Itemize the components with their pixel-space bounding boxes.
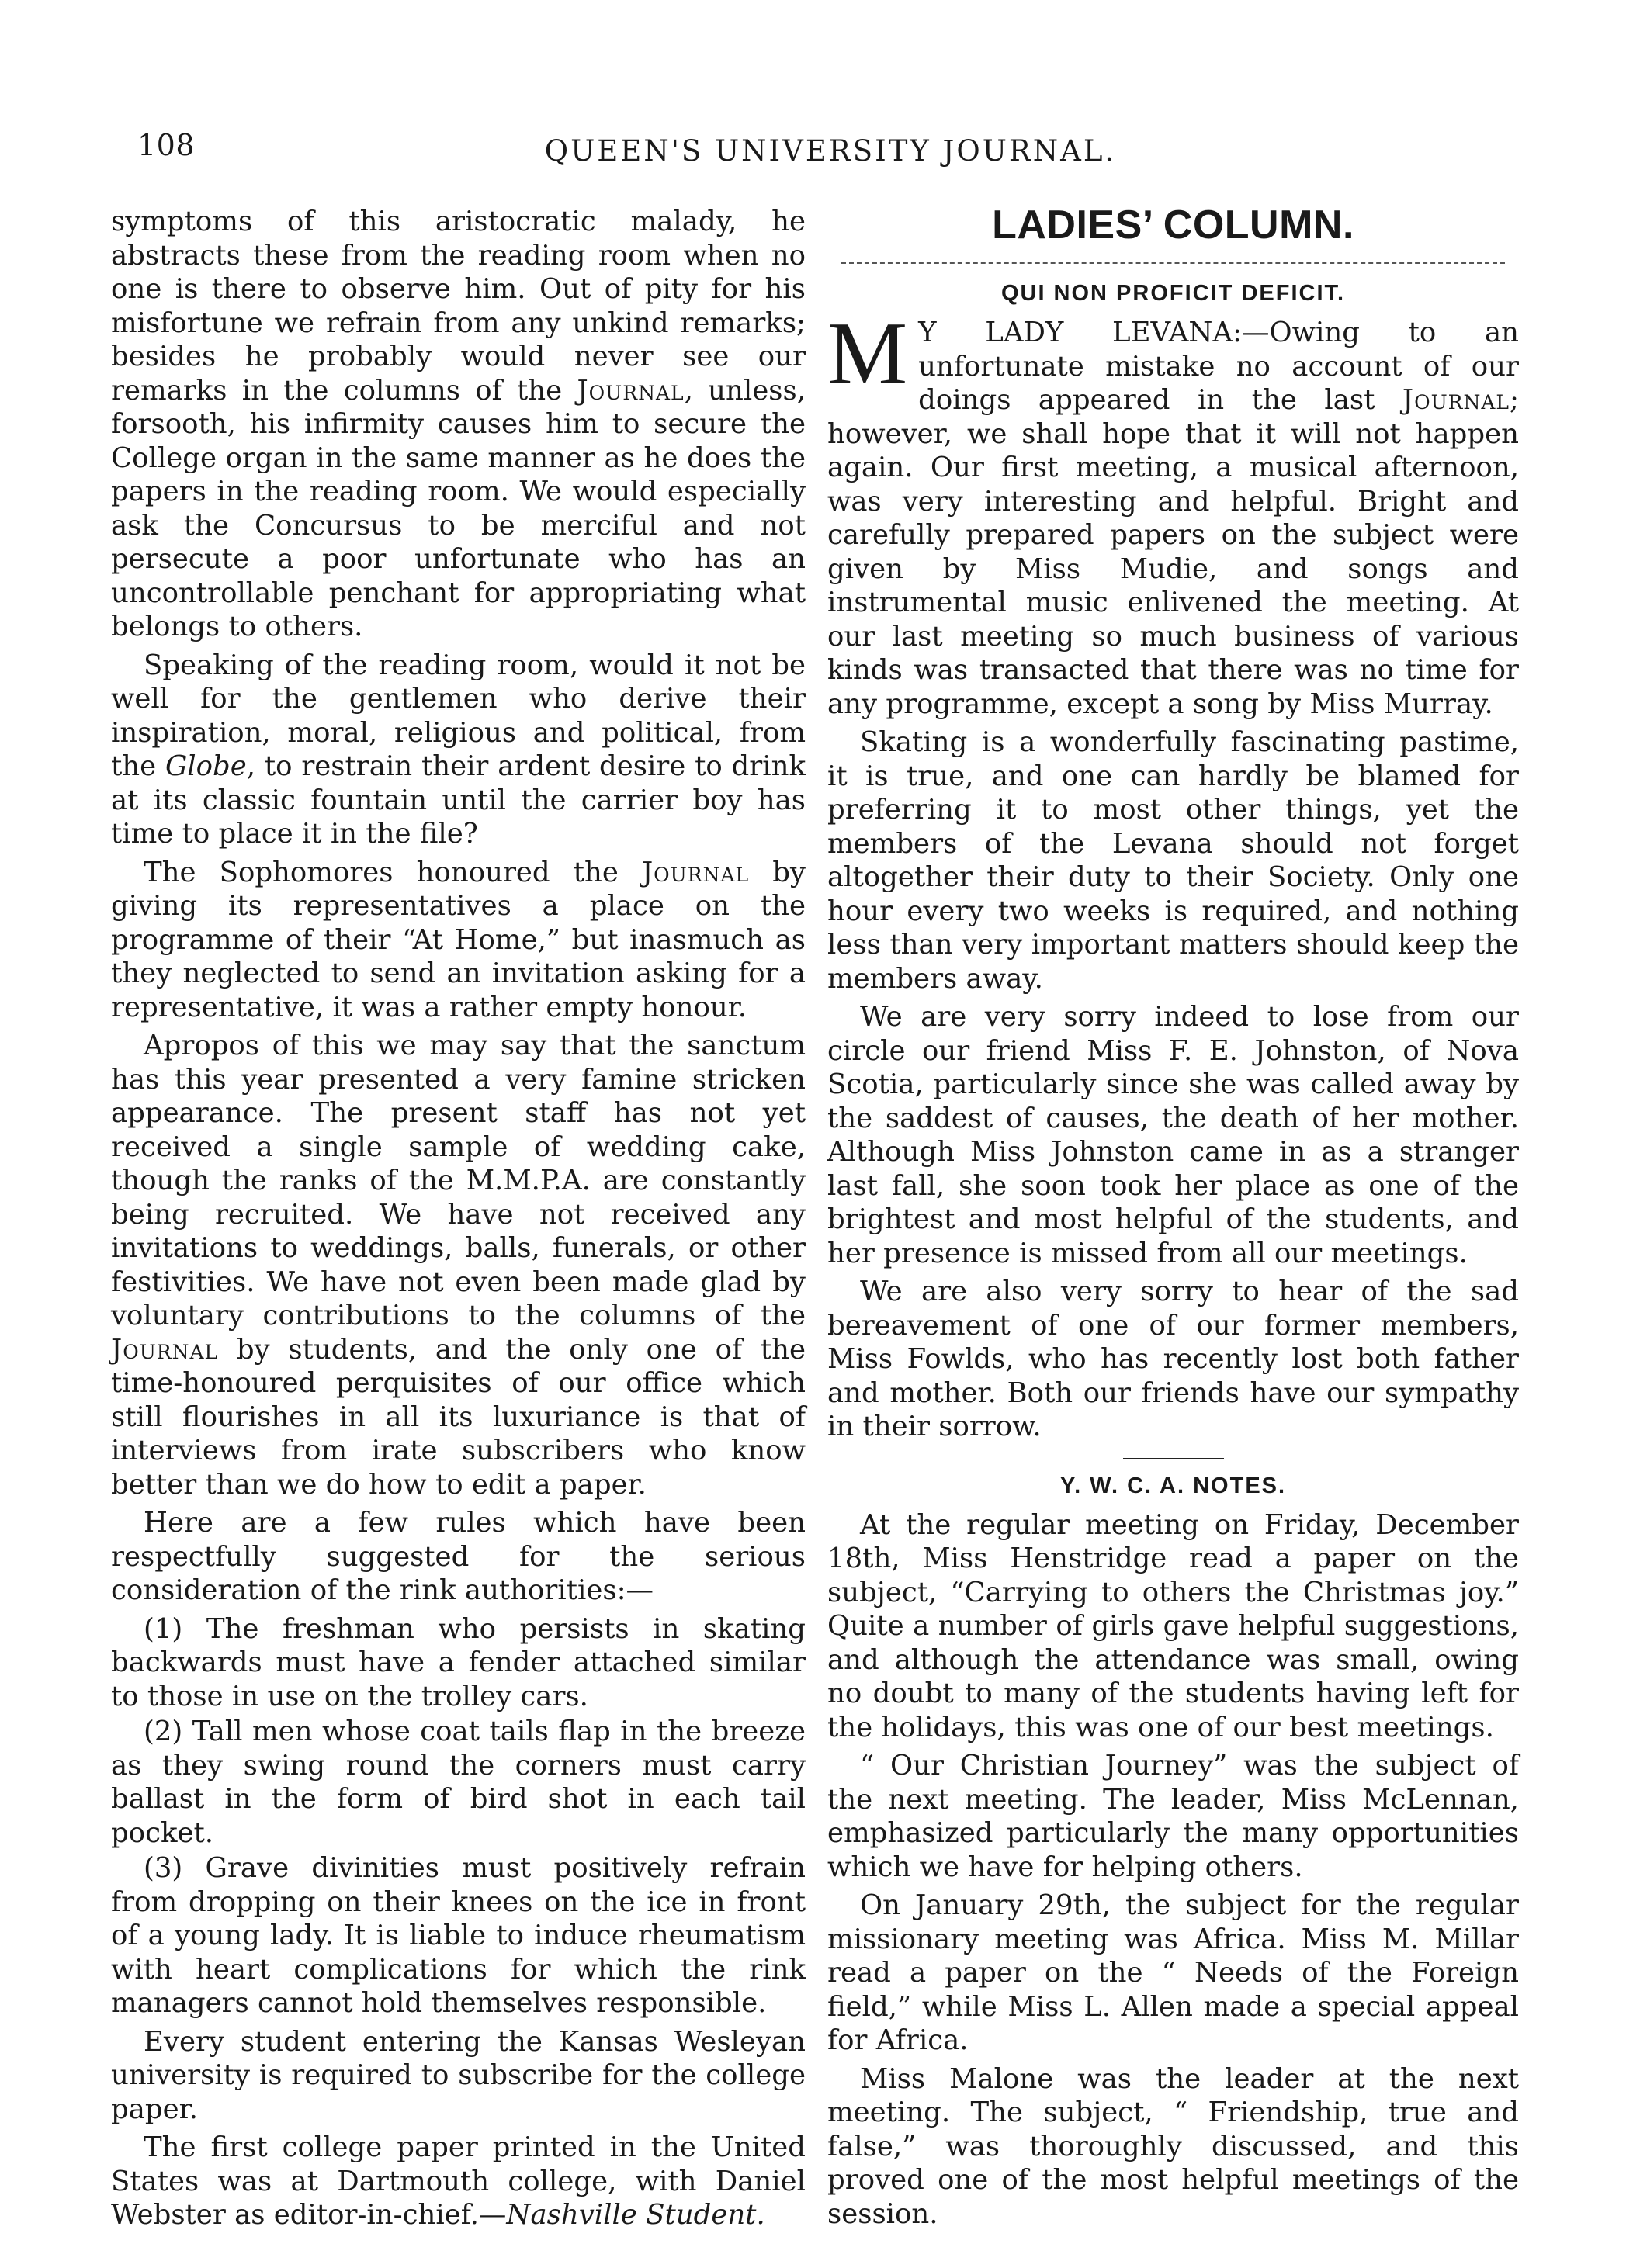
paragraph-reading-room: Speaking of the reading room, would it not be well for the gentlemen who derive their inspiration, moral, religious and political, from the Globe, to restrain their ardent desire to drink at its classic fountain until the carrier boy has time to place it in the file? [111,649,806,850]
paragraph-rule-1: (1) The freshman who persists in skating backwards must have a fender attached similar to those in use on the trolley cars. [111,1612,806,1712]
paragraph-friendship: Miss Malone was the leader at the next meeting. The subject, “ Friendship, true and false,” was thoroughly discussed, and this proved one of the most helpful meetings of the session. [827,2062,1519,2230]
paragraph-rule-2: (2) Tall men whose coat tails flap in the breeze as they swing round the corners must carry ballast in the form of bird shot in each tail pocket. [111,1716,806,1849]
right-column [827,205,1519,2235]
left-column [111,205,806,2237]
subheading-ywca: Y. W. C. A. NOTES. [1059,1473,1287,1498]
paragraph-sanctum: Apropos of this we may say that the sanctum has this year presented a very famine stricken appearance. The present staff has not yet received a single sample of wedding cake, though the ranks of the M.M.P.A. are constantly being recruited. We have not received any invitations to weddings, balls, funerals, or other festivities. We have not even been made glad by voluntary contributions to the columns of the Journal by students, and the only one of the time-honoured perquisites of our office which still flourishes in all its luxuriance is that of interviews from irate subscribers who know better than we do how to edit a paper. [111,1030,806,1501]
paragraph-christmas-joy: At the regular meeting on Friday, December 18th, Miss Henstridge read a paper on the subject, “Carrying to others the Christmas joy.” Quite a number of girls gave helpful suggestions, and although the attendance was small, owing no doubt to many of the students having left for the holidays, this was one of our best meetings. [827,1508,1519,1743]
paragraph-rule-3: (3) Grave divinities must positively refrain from dropping on their knees on the ice in front of a young lady. It is liable to induce rheumatism with heart complications for which the rink managers cannot hold themselves responsible. [111,1852,806,2019]
section-divider-short [1123,1458,1224,1459]
paragraph-africa: On January 29th, the subject for the regular missionary meeting was Africa. Miss M. Millar read a paper on the “ Needs of the Foreign field,” while Miss L. Allen made a special appeal for Africa. [827,1889,1519,2056]
section-divider [841,262,1505,264]
paragraph-dartmouth: The first college paper printed in the United States was at Dartmouth college, with Daniel Webster as editor-in-chief.—Nashville Student. [111,2131,806,2231]
paragraph-fowlds: We are also very sorry to hear of the sad bereavement of one of our former members, Miss Fowlds, who has recently lost both father and mother. Both our friends have our sympathy in their sorrow. [827,1276,1519,1442]
paragraph-rink-rules-intro: Here are a few rules which have been respectfully suggested for the serious consideration of the rink authorities:— [111,1507,806,1606]
page-number: 108 [137,128,196,162]
paragraph-malady: symptoms of this aristocratic malady, he abstracts these from the reading room when no one is there to observe him. Out of pity for his misfortune we refrain from any unkind remarks; besides he probably would never see our remarks in the columns of the Journal, unless, forsooth, his infirmity causes him to secure the College organ in the same manner as he does the papers in the reading room. We would especially ask the Concursus to be merciful and not persecute a poor unfortunate who has an uncontrollable penchant for appropriating what belongs to others. [111,206,806,642]
paragraph-christian-journey: “ Our Christian Journey” was the subject of the next meeting. The leader, Miss McLennan, emphasized particularly the many opportunities which we have for helping others. [827,1750,1519,1883]
subheading-motto: QUI NON PROFICIT DEFICIT. [1000,281,1346,306]
paragraph-skating: Skating is a wonderfully fascinating pastime, it is true, and one can hardly be blamed for preferring it to most other things, yet the members of the Levana should not forget altogether their duty to their Society. Only one hour every two weeks is required, and nothing less than very important matters should keep the members away. [827,726,1519,995]
paragraph-lady-levana: M Y LADY LEVANA:—Owing to an unfortunate mistake no account of our doings appeared in the last Journal; however, we shall hope that it will not happen again. Our first meeting, a musical afternoon, was very interesting and helpful. Bright and carefully prepared papers on the subject were given by Miss Mudie, and songs and instrumental music enlivened the meeting. At our last meeting so much business of various kinds was transacted that there was no time for any programme, except a song by Miss Murray. [827,304,1519,720]
paragraph-kansas-wesleyan: Every student entering the Kansas Wesleyan university is required to subscribe for the college paper. [111,2025,806,2125]
drop-cap: M [827,304,908,403]
paragraph-sophomores: The Sophomores honoured the Journal by giving its representatives a place on the programme of their “At Home,” but inasmuch as they neglected to send an invitation asking for a representative, it was a rather empty honour. [111,856,806,1023]
section-title: LADIES’ COLUMN. [992,203,1354,248]
running-title: QUEEN'S UNIVERSITY JOURNAL. [544,134,1117,168]
paragraph-johnston: We are very sorry indeed to lose from our circle our friend Miss F. E. Johnston, of Nova Scotia, particularly since she was called away by the saddest of causes, the death of her mother. Although Miss Johnston came in as a stranger last fall, she soon took her place as one of the brightest and most helpful of the students, and her presence is missed from all our meetings. [827,1001,1519,1269]
